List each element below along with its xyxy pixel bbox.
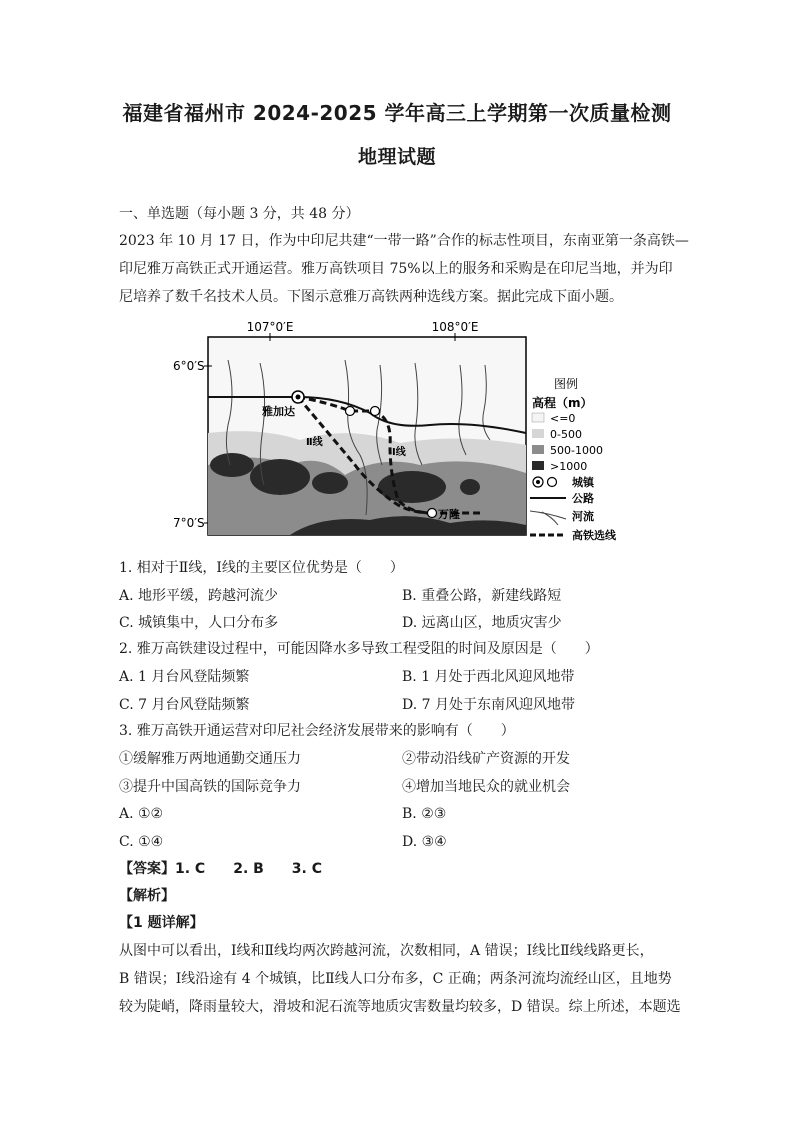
question-3-stem: 3. 雅万高铁开通运营对印尼社会经济发展带来的影响有（ ）	[119, 723, 515, 739]
legend-e1: <=0	[550, 412, 576, 425]
legend-river-icon	[530, 511, 566, 525]
intro-line-2: 印尼雅万高铁正式开通运营。雅万高铁项目 75%以上的服务和采购是在印尼当地，并为印	[119, 261, 673, 277]
town-2	[371, 407, 380, 416]
q3-option-d[interactable]: D. ③④	[402, 834, 447, 850]
q3-statement-2: ②带动沿线矿产资源的开发	[402, 751, 570, 767]
legend-e4: >1000	[550, 460, 588, 473]
legend-town-icon	[548, 478, 557, 487]
legend-e3: 500-1000	[550, 444, 603, 457]
legend-city: 城镇	[572, 476, 594, 489]
intro-line-3: 尼培养了数千名技术人员。下图示意雅万高铁两种选线方案。据此完成下面小题。	[119, 289, 623, 305]
question-2-stem: 2. 雅万高铁建设过程中，可能因降水多导致工程受阻的时间及原因是（ ）	[119, 641, 599, 657]
q3-option-b[interactable]: B. ②③	[402, 806, 447, 822]
lat-label-6: 6°0′S	[173, 359, 205, 373]
q1-option-d[interactable]: D. 远离山区，地质灾害少	[402, 615, 562, 631]
legend-rail: 高铁选线	[572, 529, 616, 542]
q3-option-c[interactable]: C. ①④	[119, 834, 164, 850]
legend-river: 河流	[572, 510, 594, 523]
label-line-1: Ⅰ线	[392, 447, 406, 458]
town-bandung	[428, 509, 437, 518]
label-line-2: Ⅱ线	[306, 437, 323, 448]
q3-statement-1: ①缓解雅万两地通勤交通压力	[119, 751, 301, 767]
legend-road: 公路	[572, 492, 594, 505]
legend-swatch-e2	[532, 429, 544, 438]
section-heading: 一、单选题（每小题 3 分，共 48 分）	[119, 206, 360, 222]
q1-option-a[interactable]: A. 地形平缓，跨越河流少	[119, 588, 279, 604]
detail-line-1: 从图中可以看出，Ⅰ线和Ⅱ线均两次跨越河流，次数相同，A 错误；Ⅰ线比Ⅱ线线路更长，	[119, 943, 654, 959]
q2-option-d[interactable]: D. 7 月处于东南风迎风地带	[402, 697, 575, 713]
legend-e2: 0-500	[550, 428, 582, 441]
detail-line-2: B 错误；Ⅰ线沿途有 4 个城镇，比Ⅱ线人口分布多，C 正确；两条河流均流经山区，且地势	[119, 971, 672, 987]
q2-option-a[interactable]: A. 1 月台风登陆频繁	[119, 669, 250, 685]
q2-option-b[interactable]: B. 1 月处于西北风迎风地带	[402, 669, 575, 685]
legend-swatch-e4	[532, 461, 544, 470]
mountain-1	[210, 453, 254, 477]
mountain-2	[250, 459, 310, 495]
q3-statement-4: ④增加当地民众的就业机会	[402, 779, 570, 795]
label-jakarta: 雅加达	[262, 405, 295, 418]
paper-subtitle: 地理试题	[357, 146, 436, 168]
mountain-5	[460, 479, 480, 495]
analysis-label: 【解析】	[119, 888, 175, 904]
q1-option-c[interactable]: C. 城镇集中，人口分布多	[119, 615, 279, 631]
lon-label-107: 107°0′E	[246, 320, 294, 334]
detail-label: 【1 题详解】	[119, 915, 204, 931]
lon-label-108: 108°0′E	[431, 320, 479, 334]
label-bandung: 万隆	[438, 508, 460, 521]
legend-city-icon-dot	[536, 480, 540, 484]
town-jakarta-dot	[296, 395, 301, 400]
legend-swatch-e3	[532, 445, 544, 454]
mountain-3	[312, 472, 348, 494]
legend-elevation-title: 高程（m）	[532, 396, 593, 410]
q3-statement-3: ③提升中国高铁的国际竞争力	[119, 779, 301, 795]
detail-line-3: 较为陡峭，降雨量较大，滑坡和泥石流等地质灾害数量均较多，D 错误。综上所述，本题选	[119, 999, 681, 1015]
legend-swatch-e1	[532, 413, 544, 422]
legend-title: 图例	[554, 377, 579, 391]
q1-option-b[interactable]: B. 重叠公路，新建线路短	[402, 588, 562, 604]
railway-route-map	[170, 315, 630, 550]
q2-option-c[interactable]: C. 7 月台风登陆频繁	[119, 697, 250, 713]
town-1	[346, 407, 355, 416]
question-1-stem: 1. 相对于Ⅱ线，Ⅰ线的主要区位优势是（ ）	[119, 560, 404, 576]
paper-title: 福建省福州市 2024-2025 学年高三上学期第一次质量检测	[122, 101, 672, 125]
answer-line: 【答案】1. C 2. B 3. C	[119, 861, 323, 877]
q3-option-a[interactable]: A. ①②	[119, 806, 164, 822]
lat-label-7: 7°0′S	[173, 516, 205, 530]
intro-line-1: 2023 年 10 月 17 日，作为中印尼共建“一带一路”合作的标志性项目，东南亚第一条高铁—	[119, 233, 689, 249]
